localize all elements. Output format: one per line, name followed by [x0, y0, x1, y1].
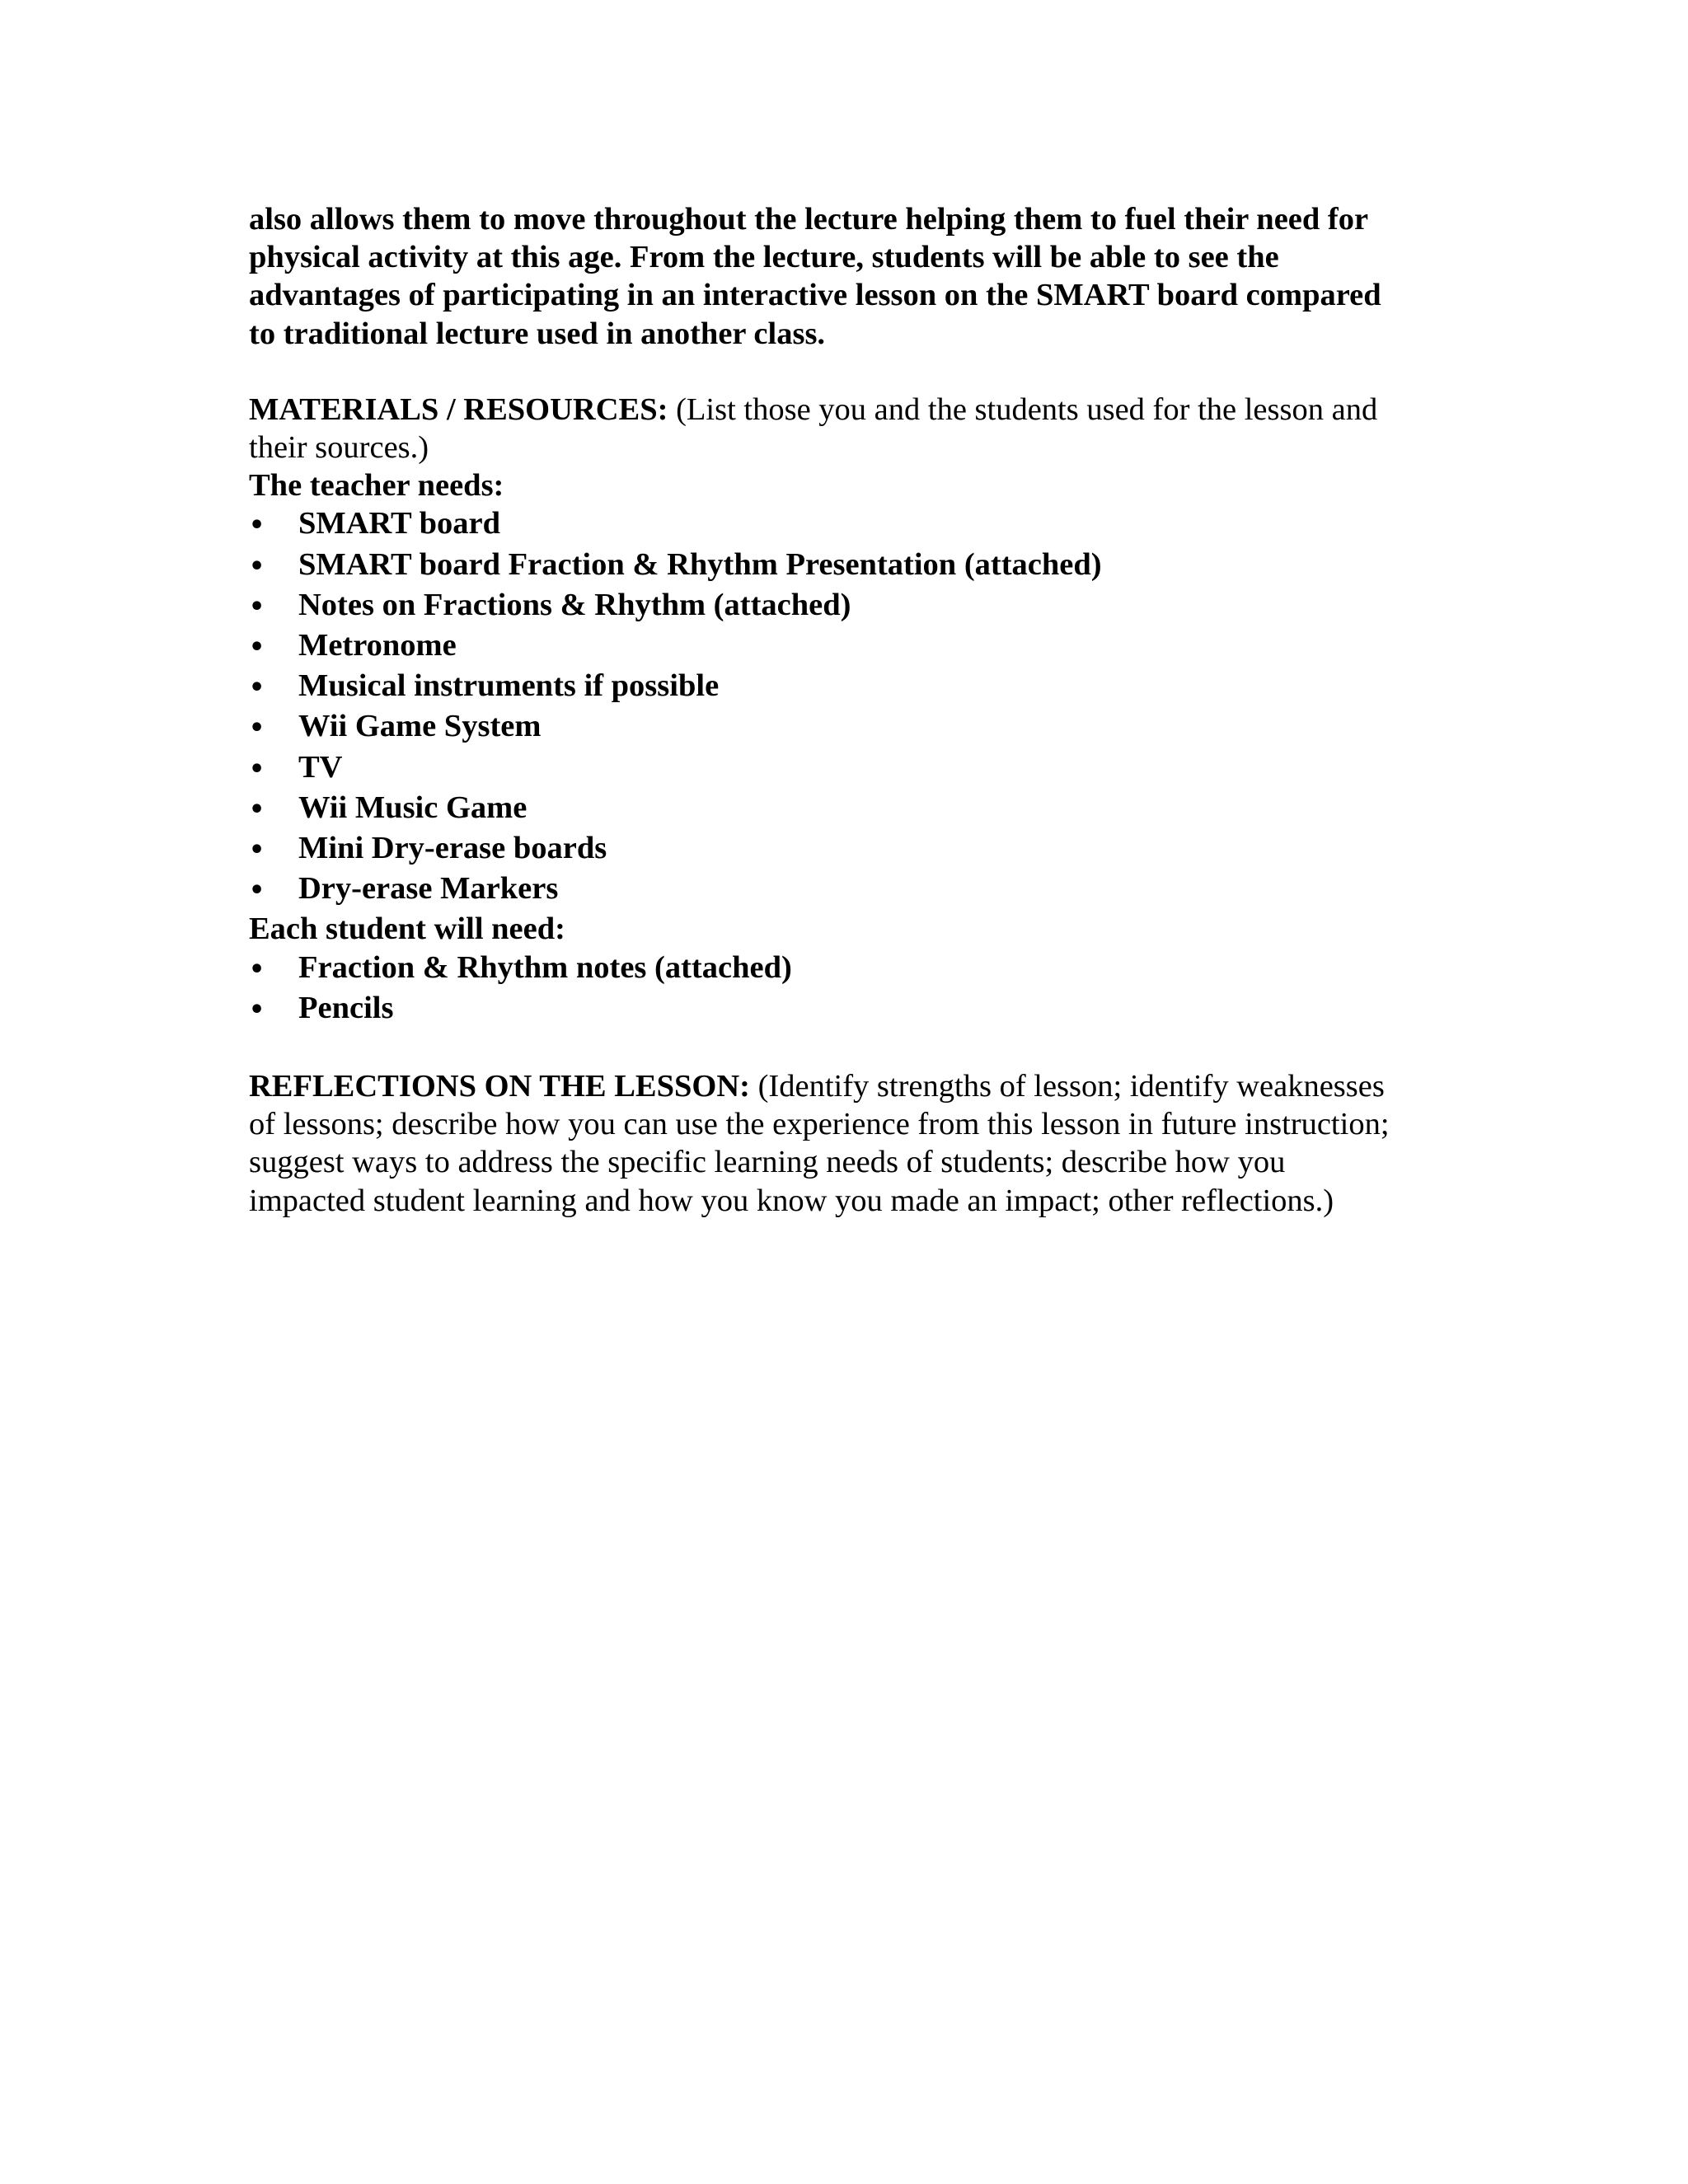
teacher-needs-heading: The teacher needs: [249, 468, 504, 504]
bullet-icon: • [249, 995, 265, 1024]
bullet-icon: • [249, 754, 265, 784]
materials-heading-line [249, 391, 1452, 429]
reflections-heading-line [249, 1067, 1452, 1105]
list-item: • Mini Dry-erase boards [249, 829, 1452, 869]
list-item: • SMART board [249, 504, 1452, 545]
bullet-icon: • [249, 876, 265, 906]
list-item: • Wii Music Game [249, 789, 1452, 829]
student-items-list [249, 949, 1452, 1029]
reflections-instruction: (Identify strengths of lesson; identify weaknesses [749, 1069, 1385, 1104]
materials-section [249, 391, 1452, 1029]
bullet-icon: • [249, 551, 265, 581]
paragraph-gap [249, 1029, 1452, 1067]
list-item: • Notes on Fractions & Rhythm (attached) [249, 586, 1452, 626]
student-needs-heading: Each student will need: [249, 912, 565, 947]
bullet-icon: • [249, 836, 265, 865]
list-item: • Metronome [249, 626, 1452, 667]
bullet-icon: • [249, 794, 265, 824]
bullet-icon: • [249, 714, 265, 743]
reflections-instruction-cont: impacted student learning and how you know you made an impact; other reflections.) [249, 1183, 1334, 1218]
intro-line: advantages of participating in an interactive lesson on the SMART board compared [249, 278, 1381, 313]
list-item: • Dry-erase Markers [249, 869, 1452, 910]
list-item: • Fraction & Rhythm notes (attached) [249, 949, 1452, 989]
reflections-section [249, 1067, 1452, 1220]
teacher-items-list [249, 504, 1452, 910]
document-body [249, 200, 1452, 1220]
materials-instruction: (List those you and the students used for the lesson and [668, 391, 1378, 427]
reflections-heading: REFLECTIONS ON THE LESSON: [249, 1069, 750, 1104]
paragraph-gap [249, 353, 1452, 391]
intro-paragraph [249, 200, 1452, 353]
bullet-icon: • [249, 954, 265, 984]
reflections-instruction-cont: suggest ways to address the specific learning needs of students; describe how you [249, 1145, 1286, 1180]
bullet-icon: • [249, 633, 265, 663]
bullet-icon: • [249, 511, 265, 541]
bullet-icon: • [249, 673, 265, 703]
intro-line: also allows them to move throughout the lecture helping them to fuel their need for [249, 202, 1369, 237]
intro-line: physical activity at this age. From the lecture, students will be able to see the [249, 240, 1279, 275]
materials-heading: MATERIALS / RESOURCES: [249, 391, 668, 427]
list-item: • Musical instruments if possible [249, 667, 1452, 707]
materials-instruction-cont: their sources.) [249, 430, 429, 466]
list-item: • Pencils [249, 989, 1452, 1029]
intro-line: to traditional lecture used in another class. [249, 316, 826, 351]
bullet-icon: • [249, 592, 265, 621]
list-item: • Wii Game System [249, 707, 1452, 748]
reflections-instruction-cont: of lessons; describe how you can use the experience from this lesson in future instruction; [249, 1107, 1390, 1142]
list-item: • SMART board Fraction & Rhythm Presentation (attached) [249, 546, 1452, 586]
list-item: • TV [249, 748, 1452, 789]
